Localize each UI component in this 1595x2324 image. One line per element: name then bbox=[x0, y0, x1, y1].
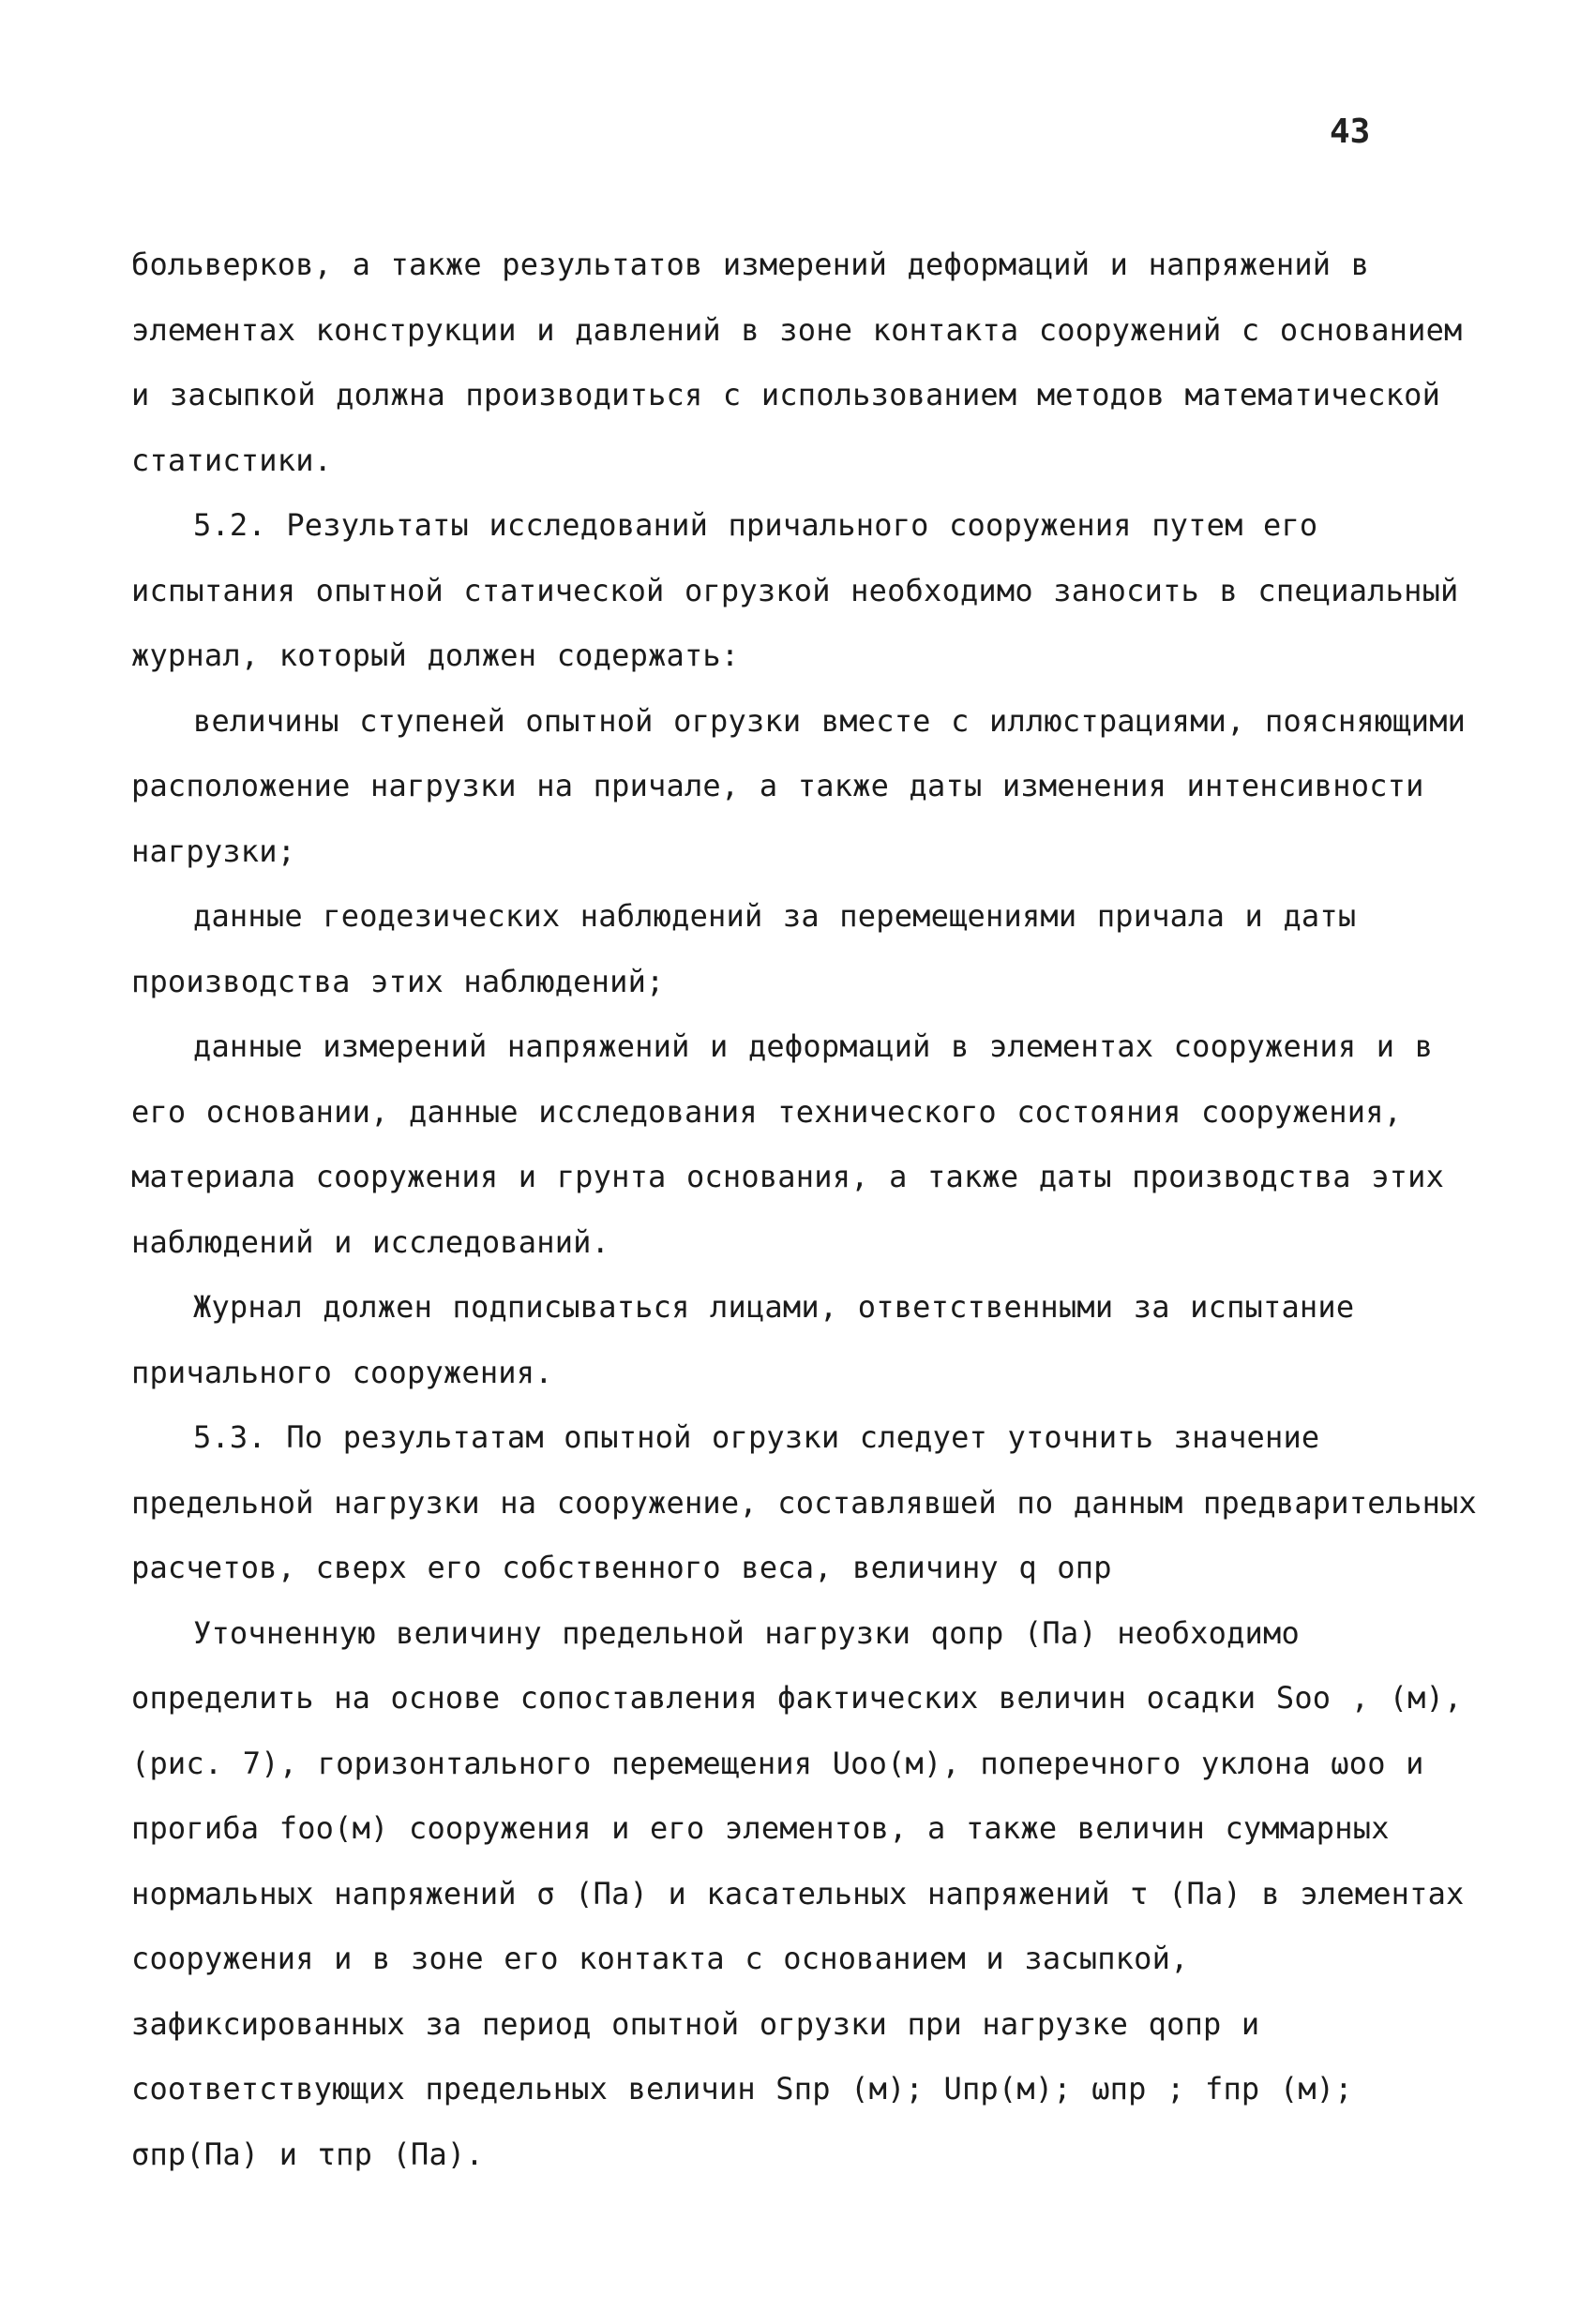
paragraph-list-item-2: данные геодезических наблюдений за перемещениями причала и даты производства этих наблюдений; bbox=[131, 898, 1357, 999]
paragraph-list-item-3: данные измерений напряжений и деформаций в элементах сооружения и в его основании, данные исследования технического состояния сооружения, материала сооружения и грунта основания, а также даты производства этих наблюдений и исследований. bbox=[131, 1028, 1445, 1260]
paragraph-5-2: 5.2. Результаты исследований причального сооружения путем его испытания опытной статической огрузкой необходимо заносить в специальный журнал, который должен содержать: bbox=[131, 507, 1459, 673]
paragraph-1: больверков, а также результатов измерений деформаций и напряжений в элементах конструкции и давлений в зоне контакта сооружений с основанием и засыпкой должна производиться с использованием методов математической статистики. bbox=[131, 247, 1463, 478]
page-number: 43 bbox=[1330, 112, 1371, 151]
paragraph-refined-load: Уточненную величину предельной нагрузки qопр (Па) необходимо определить на основе сопоставления фактических величин осадки Sоо , (м), (рис. 7), горизонтального перемещения Uоо(м), поперечного уклона ωоо и прогиба fоо(м) сооружения и его элементов, а также величин суммарных нормальных напряжений σ (Па) и касательных напряжений τ (Па) в элементах сооружения и в зоне его контакта с основанием и засыпкой, зафиксированных за период опытной огрузки при нагрузке qопр и соответствующих предельных величин Sпр (м); Uпр(м); ωпр ; fпр (м); σпр(Па) и τпр (Па). bbox=[131, 1614, 1465, 2172]
body-text bbox=[131, 232, 1482, 2187]
paragraph-journal-signature: Журнал должен подписываться лицами, ответственными за испытание причального сооружения. bbox=[131, 1289, 1355, 1390]
paragraph-5-3: 5.3. По результатам опытной огрузки следует уточнить значение предельной нагрузки на сооружение, составлявшей по данным предварительных расчетов, сверх его собственного веса, величину q опр bbox=[131, 1419, 1477, 1585]
paragraph-list-item-1: величины ступеней опытной огрузки вместе с иллюстрациями, поясняющими расположение нагрузки на причале, а также даты изменения интенсивности нагрузки; bbox=[131, 702, 1467, 869]
